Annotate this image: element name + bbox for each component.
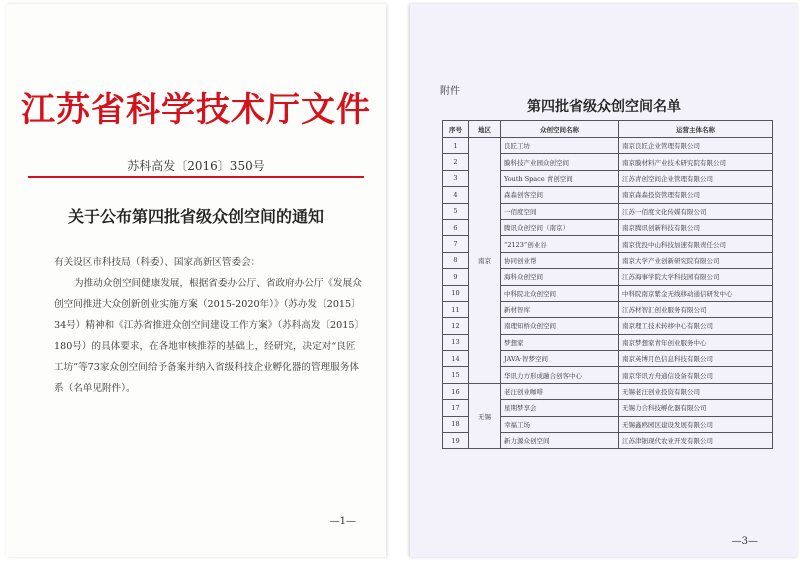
operator-name: 南京华讯方舟通信设备有限公司 — [619, 367, 773, 383]
header-operator: 运营主体名称 — [619, 121, 773, 138]
table-row — [443, 138, 773, 154]
row-number: 8 — [443, 252, 469, 268]
operator-name: 无锡力合科技孵化器有限公司 — [619, 400, 773, 416]
row-number: 5 — [443, 203, 469, 219]
document-masthead: 江苏省科学技术厅文件 — [21, 90, 371, 130]
operator-name: 中科院南京紫金无线移动通信研发中心 — [619, 285, 773, 301]
space-name: 良匠工坊 — [501, 138, 619, 154]
table-row — [443, 383, 773, 399]
space-name: 梦想家 — [501, 334, 619, 350]
space-name: 新力源众创空间 — [501, 433, 619, 449]
table-header-row — [443, 121, 773, 138]
header-space-name: 众创空间名称 — [501, 121, 619, 138]
row-number: 4 — [443, 187, 469, 203]
attachment-label: 附件 — [440, 86, 460, 97]
operator-name: 南京优投中山科技加速有限责任公司 — [619, 236, 773, 252]
row-number: 12 — [443, 318, 469, 334]
row-number: 11 — [443, 301, 469, 317]
space-name: 南理知桥众创空间 — [501, 318, 619, 334]
row-number: 18 — [443, 416, 469, 432]
operator-name: 江苏海事学院大学科技园有限公司 — [619, 269, 773, 285]
space-name: 腾讯众创空间（南京） — [501, 219, 619, 235]
row-number: 17 — [443, 400, 469, 416]
header-region: 地区 — [469, 121, 501, 138]
document-number: 苏科高发〔2016〕350号 — [127, 159, 265, 173]
notice-body — [54, 252, 364, 399]
region-cell-wuxi: 无锡 — [469, 383, 501, 449]
row-number: 19 — [443, 433, 469, 449]
row-number: 10 — [443, 285, 469, 301]
row-number: 9 — [443, 269, 469, 285]
notice-title: 关于公布第四批省级众创空间的通知 — [67, 207, 324, 226]
operator-name: 南京大学产业创新研究院有限公司 — [619, 252, 773, 268]
space-name: “2123”创业谷 — [501, 236, 619, 252]
row-number: 16 — [443, 383, 469, 399]
salutation: 有关设区市科技局（科委）、国家高新区管委会： — [54, 257, 261, 268]
operator-name: 南京理工技术转移中心有限公司 — [619, 318, 773, 334]
header-no: 序号 — [443, 121, 469, 138]
space-name: 幸福工场 — [501, 416, 619, 432]
space-name: 协同创业帮 — [501, 252, 619, 268]
operator-name: 南京膜材料产业技术研究院有限公司 — [619, 154, 773, 170]
operator-name: 江苏材智汇创业服务有限公司 — [619, 301, 773, 317]
space-name: 海科众创空间 — [501, 269, 619, 285]
row-number: 2 — [443, 154, 469, 170]
space-name: Youth Space 青创空间 — [501, 170, 619, 186]
space-name: JAVA·智梦空间 — [501, 351, 619, 367]
space-name: 膜科技产业园众创空间 — [501, 154, 619, 170]
row-number: 13 — [443, 334, 469, 350]
body-paragraph: 为推动众创空间健康发展，根据省委办公厅、省政府办公厅《发展众创空间推进大众创新创业实施方案（2015-2020年）》（苏办发〔2015〕34号）精神和《江苏省推进众创空间建设工作方案》（苏科高发〔2015〕180号）的具体要求，在各地审核推荐的基础上，经研究，决定对“良匠工坊”等73家众创空间给予备案并纳入省级科技企业孵化器的管理服务体系（名单见附件）。 — [54, 278, 362, 394]
row-number: 3 — [443, 170, 469, 186]
operator-name: 南京梦想家青年创业服务中心 — [619, 334, 773, 350]
row-number: 15 — [443, 367, 469, 383]
operator-name: 无锡鑫鸥园区建设发展有限公司 — [619, 416, 773, 432]
row-number: 1 — [443, 138, 469, 154]
space-name: 老汪创业咖啡 — [501, 383, 619, 399]
space-name: 华讯力方形成融合创客中心 — [501, 367, 619, 383]
operator-name: 南京腾讯创新科技有限公司 — [619, 219, 773, 235]
operator-name: 无锡老汪创业投资有限公司 — [619, 383, 773, 399]
space-name: 新材智库 — [501, 301, 619, 317]
right-attachment-page — [410, 4, 798, 557]
operator-name: 南京英博月色信息科技有限公司 — [619, 351, 773, 367]
space-name: 一佰度空间 — [501, 203, 619, 219]
operator-name: 江苏津钿现代农业开发有限公司 — [619, 433, 773, 449]
space-name: 森森创客空间 — [501, 187, 619, 203]
space-name: 中科院北众创空间 — [501, 285, 619, 301]
page-number: —3— — [731, 536, 758, 547]
left-document-page — [6, 4, 386, 557]
operator-name: 南京森森投资管理有限公司 — [619, 187, 773, 203]
page-number: —1— — [329, 516, 356, 527]
red-divider-line — [28, 176, 364, 178]
operator-name: 南京良匠企业管理有限公司 — [619, 138, 773, 154]
row-number: 7 — [443, 236, 469, 252]
operator-name: 江苏青创空间企业管理有限公司 — [619, 170, 773, 186]
incubator-list-table — [442, 120, 773, 449]
table-body — [443, 138, 773, 449]
region-cell-nanjing: 南京 — [469, 138, 501, 384]
list-title: 第四批省级众创空间名单 — [527, 99, 681, 115]
space-name: 星期梦享会 — [501, 400, 619, 416]
row-number: 14 — [443, 351, 469, 367]
row-number: 6 — [443, 219, 469, 235]
operator-name: 江苏一佰度文化传媒有限公司 — [619, 203, 773, 219]
